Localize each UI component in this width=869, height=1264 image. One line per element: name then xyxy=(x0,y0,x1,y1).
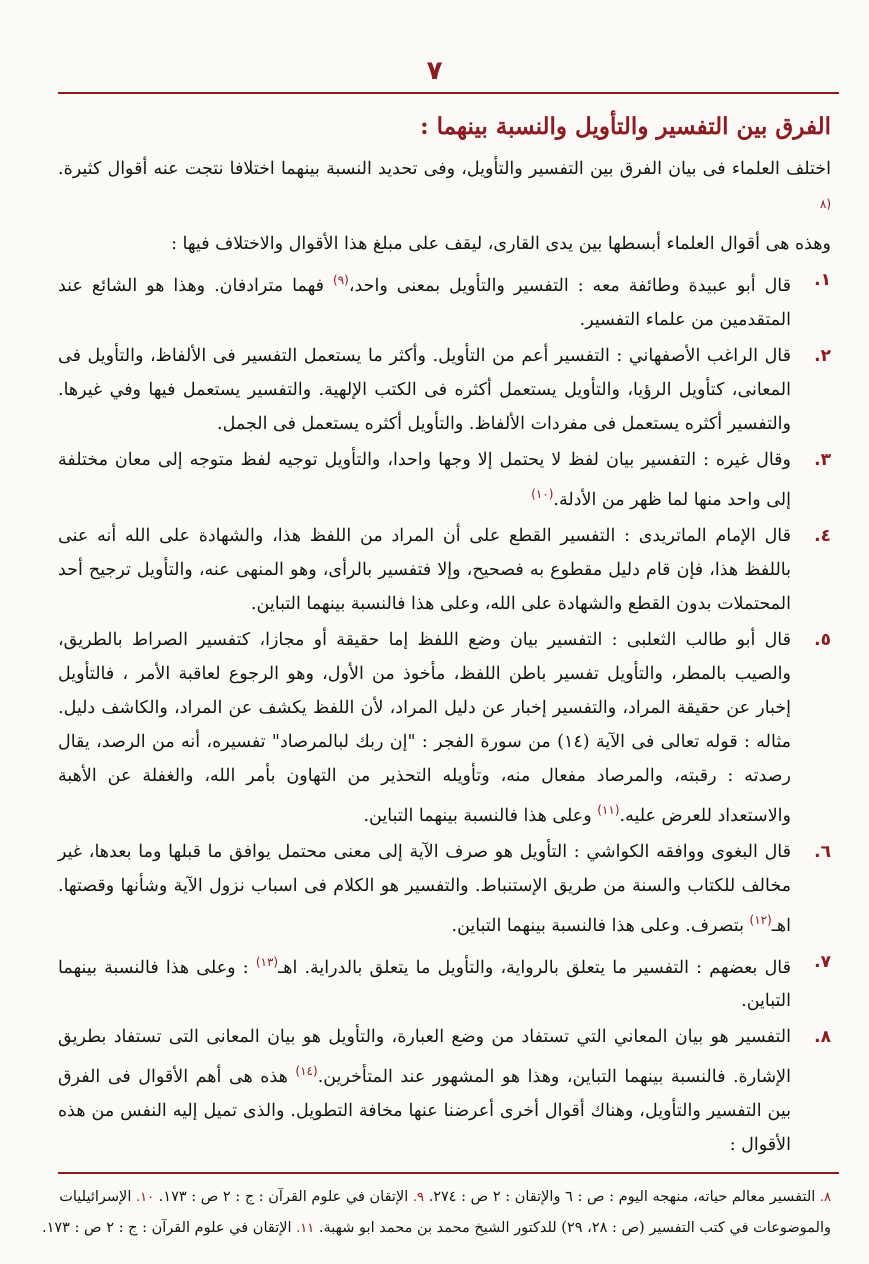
intro-text-1: اختلف العلماء فى بيان الفرق بين التفسير والتأويل، وفى تحديد النسبة بينهما اختلافا نتجت عنه أقوال كثيرة. xyxy=(58,159,831,179)
item-number: ٦. xyxy=(814,841,831,862)
footnote-ref[interactable]: (١٠) xyxy=(531,487,554,502)
item-number: ٣. xyxy=(814,450,831,471)
item-text: التفسير هو بيان المعاني التي تستفاد من وضع العبارة، والتأويل هو بيان المعانى التى تستفاد بطريق الإشارة. فالنسبة بينهما التباين، وهذا هو المشهور عند المتأخرين.$^{(١٤)}$ هذه هى أهم الأقوال فى الفرق بين التفسير والتأويل، وهناك أقوال أخرى أعرضنا عنها مخافة التطويل. والذى تميل إليه النفس من هذه الأقوال : xyxy=(58,1027,791,1156)
page-number: ٧ xyxy=(426,56,443,86)
list-item xyxy=(58,623,831,833)
footnote-text: الإتقان في علوم القرآن : ج : ٢ ص : ١٧٣. xyxy=(154,1189,413,1205)
item-number: ٢. xyxy=(814,346,831,367)
footnote-number: ٨. xyxy=(819,1190,831,1205)
item-number: ٧. xyxy=(814,951,831,972)
list-item xyxy=(58,443,831,517)
list-item xyxy=(58,519,831,621)
opinions-list xyxy=(58,263,831,1162)
footnote-line-2 xyxy=(41,1213,831,1244)
footnote-number: ٩. xyxy=(412,1190,424,1205)
footnote-ref[interactable]: (٩) xyxy=(333,273,349,288)
item-text: قال أبو طالب الثعلبى : التفسير بيان وضع اللفظ إما حقيقة أو مجازا، كتفسير الصراط بالطريق، والصيب بالمطر، والتأويل تفسير باطن اللفظ، مأخوذ من الأول، وهو الرجوع لعاقبة الأمر ، فالتأويل إخبار عن حقيقة المراد، والتفسير إخبار عن دليل المراد، لأن اللفظ يكشف عن المراد، والكاشف دليل. مثاله : قوله تعالى فى الآية (١٤) من سورة الفجر : "إن ربك لبالمرصاد" تفسيره، أنه من الرصد، يقال رصدته : رقبته، والمرصاد مفعال منه، وتأويله التحذير من التهاون بأمر الله، والغفلة عن الأهبة والاستعداد للعرض عليه.$^{(١١)}$ وعلى هذا فالنسبة بينهما التباين. xyxy=(58,629,791,826)
intro-paragraph-2 xyxy=(58,227,831,262)
footnote-ref[interactable]: (١١) xyxy=(597,802,620,817)
item-text: قال بعضهم : التفسير ما يتعلق بالرواية، والتأويل ما يتعلق بالدراية. اهـ$^{(١٣)}$ : وعلى هذا فالنسبة بينهما التباين. xyxy=(58,954,791,1012)
list-item xyxy=(58,339,831,441)
page-body xyxy=(58,108,831,1164)
footnote-divider xyxy=(58,1172,839,1174)
item-number: ١. xyxy=(814,270,831,291)
list-item xyxy=(58,263,831,337)
footnote-number: ١٠. xyxy=(135,1190,155,1205)
footnote-text: التفسير معالم حياته، منهجه اليوم : ص : ٦ والإتقان : ٢ ص : ٢٧٤. xyxy=(423,1189,820,1205)
footnote-ref[interactable]: (١٣) xyxy=(255,954,279,969)
footnote-text: الإسرائيليات xyxy=(59,1189,136,1205)
footnote-ref[interactable]: (١٤) xyxy=(295,1064,318,1079)
item-text: قال أبو عبيدة وطائفة معه : التفسير والتأويل بمعنى واحد،$^{(٩)}$ فهما مترادفان. وهذا هو الشائع عند المتقدمين من علماء التفسير. xyxy=(58,273,791,331)
footnote-ref-8[interactable]: (٨ xyxy=(819,196,831,211)
top-divider xyxy=(58,92,839,94)
item-text: قال الإمام الماتريدى : التفسير القطع على أن المراد من اللفظ هذا، والشهادة على الله أنه عنى باللفظ هذا، فإن قام دليل مقطوع به فصحيح، وإلا فتفسير بالرأى، وهو المنهى عنه، والتأويل ترجيح أحد المحتملات بدون القطع والشهادة على الله، وعلى هذا فالنسبة بينهما التباين. xyxy=(58,525,791,614)
item-number: ٥. xyxy=(814,629,831,650)
footnote-ref[interactable]: (١٢) xyxy=(749,912,772,927)
item-text: وقال غيره : التفسير بيان لفظ لا يحتمل إلا وجها واحدا، والتأويل توجيه لفظ متوجه إلى معان مختلفة إلى واحد منها لما ظهر من الأدلة.$^{(١٠)}$ xyxy=(58,450,791,510)
item-text: قال الراغب الأصفهاني : التفسير أعم من التأويل. وأكثر ما يستعمل التفسير فى الألفاظ، والتأويل فى المعانى، كتأويل الرؤيا، والتأويل يستعمل أكثره فى الكتب الإلهية. والتفسير يستعمل فيها وفي غيرها. والتفسير أكثره يستعمل فى مفردات الألفاظ. والتأويل أكثره يستعمل فى الجمل. xyxy=(58,346,791,435)
list-item xyxy=(58,835,831,943)
list-item xyxy=(58,1020,831,1162)
intro-paragraph-1 xyxy=(58,152,831,227)
footnote-text: الإتقان في علوم القرآن : ج : ٢ ص : ١٧٣. xyxy=(41,1220,297,1236)
list-item xyxy=(58,945,831,1019)
item-text: قال البغوى ووافقه الكواشي : التأويل هو صرف الآية إلى معنى محتمل يوافق ما قبلها وما بعدها، غير مخالف للكتاب والسنة من طريق الإستنباط. والتفسير هو الكلام فى اسباب نزول الآية وشأنها وقصتها. اهـ$^{(١٢)}$ بتصرف. وعلى هذا فالنسبة بينهما التباين. xyxy=(58,841,791,936)
item-number: ٨. xyxy=(814,1027,831,1048)
footnotes xyxy=(41,1182,831,1244)
item-number: ٤. xyxy=(814,525,831,546)
footnote-number: ١١. xyxy=(296,1221,315,1236)
intro-text-2: وهذه هى أقوال العلماء أبسطها بين يدى القارى، ليقف على مبلغ هذا الأقوال والاختلاف فيها : xyxy=(171,233,831,254)
section-heading: الفرق بين التفسير والتأويل والنسبة بينهما : xyxy=(420,113,831,140)
footnote-line-1 xyxy=(58,1182,831,1213)
footnote-text: والموضوعات في كتب التفسير (ص : ٢٨، ٢٩) للدكتور الشيخ محمد بن محمد ابو شهبة. xyxy=(314,1220,831,1236)
